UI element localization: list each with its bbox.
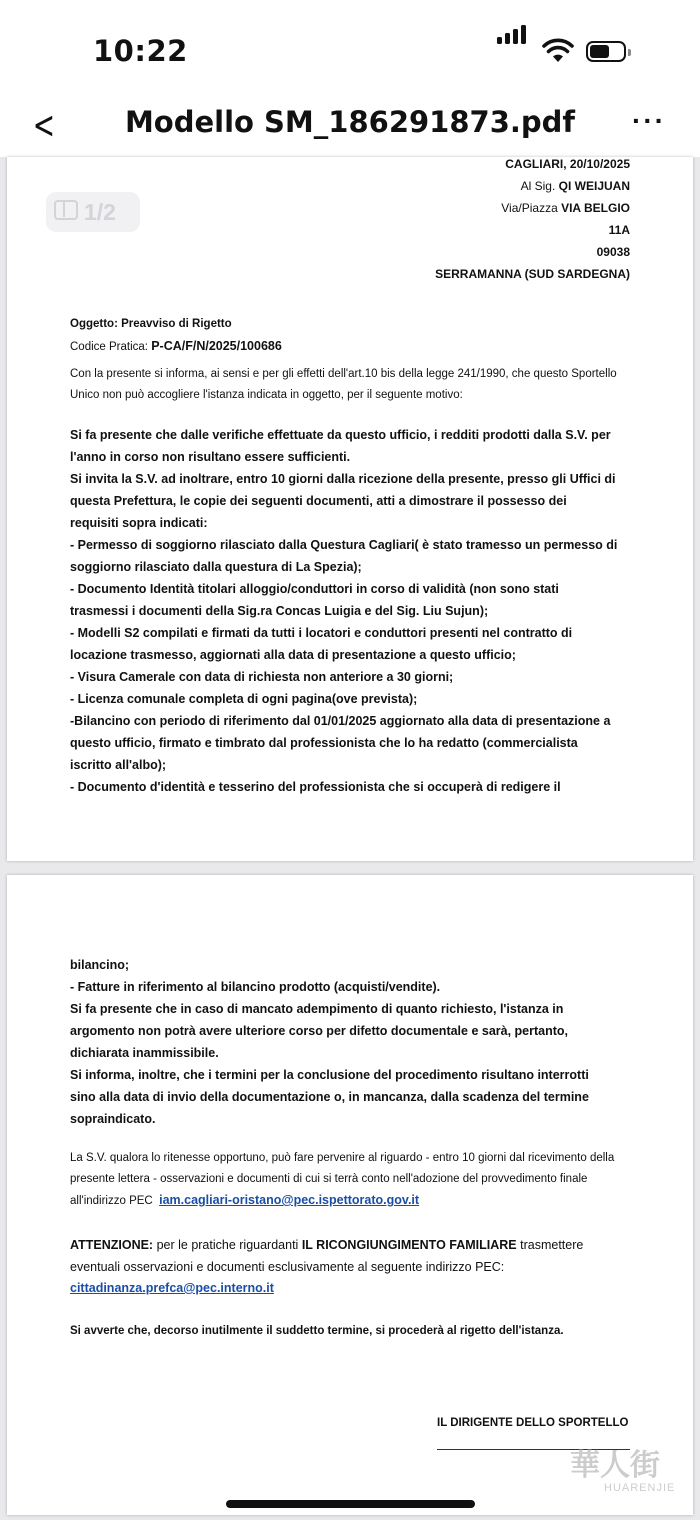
- attention-pec-link[interactable]: cittadinanza.prefca@pec.interno.it: [70, 1281, 274, 1295]
- warning-text: Si avverte che, decorso inutilmente il suddetto termine, si procederà al rigetto dell'istanza.: [70, 1325, 564, 1337]
- text-line: questo ufficio, firmato e timbrato dal professionista che lo ha redatto (commercialista: [70, 736, 578, 750]
- back-chevron-icon[interactable]: <: [32, 103, 56, 147]
- text-line: l'anno in corso non risultano essere sufficienti.: [70, 450, 351, 464]
- text-line: Con la presente si informa, ai sensi e per gli effetti dell'art.10 bis della legge 241/1990, che questo Sportello: [70, 368, 617, 380]
- recipient-cap: 09038: [596, 245, 630, 259]
- text-line: presente lettera - osservazioni e documenti di cui si terrà conto nell'adozione del provvedimento finale: [70, 1172, 588, 1185]
- text-line: soggiorno rilasciato dalla questura di La Spezia);: [70, 560, 362, 574]
- text-line: - Permesso di soggiorno rilasciato dalla Questura Cagliari( è stato tramesso un permesso di: [70, 538, 618, 552]
- page-indicator[interactable]: [46, 192, 140, 232]
- text-line: - Modelli S2 compilati e firmati da tutti i locatori e conduttori presenti nel contratto di: [70, 626, 573, 640]
- text-line: sino alla data di invio della documentazione o, in mancanza, dalla scadenza del termine: [70, 1090, 589, 1104]
- watermark-logo: 華人街: [570, 1448, 660, 1483]
- text-line: bilancino;: [70, 958, 130, 972]
- nav-bar: [0, 95, 700, 157]
- recipient-number: 11A: [608, 223, 630, 237]
- pdf-page-2: [7, 875, 693, 1515]
- text-line: La S.V. qualora lo ritenesse opportuno, può fare pervenire al riguardo - entro 10 giorni dal ricevimento della: [70, 1152, 615, 1164]
- more-options-icon[interactable]: ···: [632, 105, 666, 136]
- observations-pec-line: all'indirizzo PEC iam.cagliari-oristano@pec.ispettorato.gov.it: [70, 1193, 420, 1207]
- attention-line-2: eventuali osservazioni e documenti esclusivamente al seguente indirizzo PEC:: [70, 1260, 505, 1274]
- text-line: locazione trasmesso, aggiornati alla data di presentazione a questo ufficio;: [70, 648, 516, 662]
- text-line: - Visura Camerale con data di richiesta non anteriore a 30 giorni;: [70, 670, 454, 684]
- text-line: Si fa presente che dalle verifiche effettuate da questo ufficio, i redditi prodotti dalla S.V. per: [70, 428, 611, 442]
- status-bar: [0, 0, 700, 100]
- pdf-page-1: [7, 157, 693, 861]
- text-line: Unico non può accogliere l'istanza indicata in oggetto, per il seguente motivo:: [70, 389, 463, 401]
- home-indicator[interactable]: [226, 1500, 475, 1508]
- wifi-icon: [542, 38, 574, 64]
- text-line: questa Prefettura, le copie dei seguenti documenti, atti a dimostrare il possesso dei: [70, 494, 567, 508]
- recipient: Al Sig. QI WEIJUAN: [520, 179, 630, 193]
- text-line: - Documento Identità titolari alloggio/conduttori in corso di validità (non sono stati: [70, 582, 559, 596]
- text-line: - Documento d'identità e tesserino del professionista che si occuperà di redigere il: [70, 780, 561, 794]
- attention-line: ATTENZIONE: per le pratiche riguardanti IL RICONGIUNGIMENTO FAMILIARE trasmettere: [70, 1238, 584, 1252]
- text-line: requisiti sopra indicati:: [70, 516, 208, 530]
- practice-code: Codice Pratica: P-CA/F/N/2025/100686: [70, 339, 282, 353]
- text-line: Si fa presente che in caso di mancato adempimento di quanto richiesto, l'istanza in: [70, 1002, 564, 1016]
- signature-title: IL DIRIGENTE DELLO SPORTELLO: [437, 1417, 629, 1429]
- pdf-viewer[interactable]: [0, 157, 700, 1520]
- text-line: trasmessi i documenti della Sig.ra Concas Luigia e del Sig. Liu Sujun);: [70, 604, 489, 618]
- sidebar-icon: [54, 200, 78, 220]
- subject: Oggetto: Preavviso di Rigetto: [70, 318, 232, 330]
- watermark-subtext: HUARENJIE: [604, 1482, 676, 1494]
- status-time: 10:22: [93, 34, 188, 68]
- text-line: argomento non potrà avere ulteriore corso per difetto documentale e sarà, pertanto,: [70, 1024, 569, 1038]
- text-line: Si informa, inoltre, che i termini per la conclusione del procedimento risultano interrotti: [70, 1068, 589, 1082]
- text-line: Si invita la S.V. ad inoltrare, entro 10 giorni dalla ricezione della presente, presso gli Uffici di: [70, 472, 616, 486]
- page-indicator-label: 1/2: [84, 199, 116, 225]
- recipient-street: Via/Piazza VIA BELGIO: [501, 201, 630, 215]
- document-title: Modello SM_186291873.pdf: [124, 105, 576, 139]
- place-date: CAGLIARI, 20/10/2025: [505, 157, 630, 171]
- text-line: - Licenza comunale completa di ogni pagina(ove prevista);: [70, 692, 418, 706]
- battery-icon: [586, 41, 626, 62]
- text-line: dichiarata inammissibile.: [70, 1046, 219, 1060]
- recipient-city: SERRAMANNA (SUD SARDEGNA): [435, 267, 630, 281]
- text-line: sopraindicato.: [70, 1112, 156, 1126]
- text-line: iscritto all'albo);: [70, 758, 167, 772]
- observations-pec-link[interactable]: iam.cagliari-oristano@pec.ispettorato.gov.it: [159, 1193, 420, 1207]
- text-line: -Bilancino con periodo di riferimento dal 01/01/2025 aggiornato alla data di presentazione a: [70, 714, 611, 728]
- text-line: - Fatture in riferimento al bilancino prodotto (acquisti/vendite).: [70, 980, 441, 994]
